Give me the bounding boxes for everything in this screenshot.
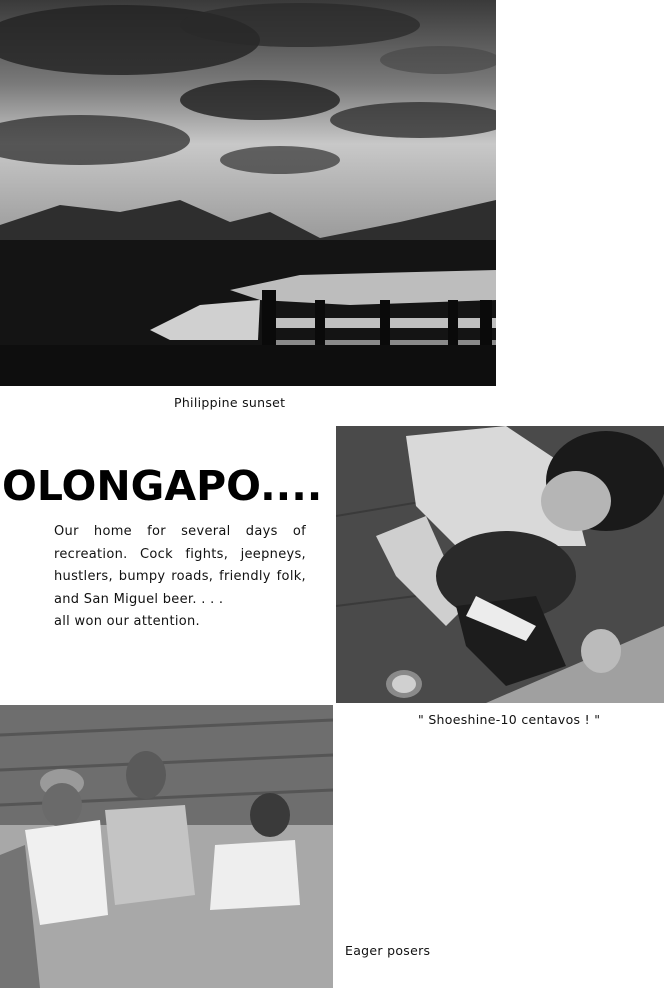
kids-photo xyxy=(0,705,333,988)
shoeshine-caption: " Shoeshine-10 centavos ! " xyxy=(418,712,601,727)
body-line: Our home for several days of xyxy=(54,524,306,539)
body-line: hustlers, bumpy roads, friendly folk, xyxy=(54,569,306,584)
body-line: and San Miguel beer. . . . xyxy=(54,591,224,607)
body-line: all won our attention. xyxy=(54,614,200,629)
body-paragraph xyxy=(54,521,306,634)
kids-caption: Eager posers xyxy=(345,943,431,958)
body-line: recreation. Cock fights, jeepneys, xyxy=(54,546,306,562)
shoeshine-photo xyxy=(336,426,664,703)
sunset-caption: Philippine sunset xyxy=(174,395,286,410)
sunset-photo xyxy=(0,0,496,386)
headline: OLONGAPO.... xyxy=(2,462,323,510)
